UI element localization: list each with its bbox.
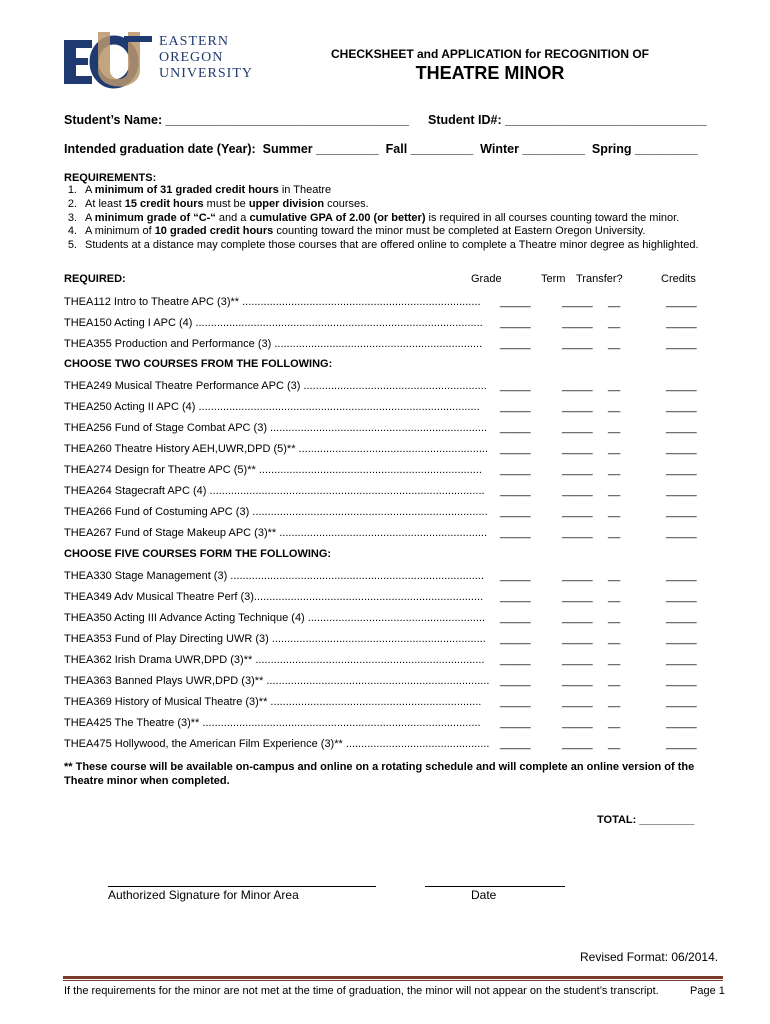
course-row (64, 422, 704, 436)
term-blank[interactable]: _____ (562, 485, 593, 497)
requirement-item (64, 198, 734, 212)
course-row (64, 738, 704, 752)
credits-column-header: Credits (661, 273, 696, 285)
course-name: THEA150 Acting I APC (4) .............................................................................................. (64, 317, 483, 329)
requirements-heading: REQUIREMENTS: (64, 172, 157, 184)
transfer-blank[interactable]: __ (608, 717, 621, 729)
transfer-blank[interactable]: __ (608, 317, 621, 329)
credits-blank[interactable]: _____ (666, 675, 697, 687)
credits-blank[interactable]: _____ (666, 591, 697, 603)
grade-blank[interactable]: _____ (500, 654, 531, 666)
requirements-list (64, 184, 734, 253)
logo-wordmark (159, 34, 253, 82)
course-name: THEA260 Theatre History AEH,UWR,DPD (5)** .............................................................. (64, 443, 489, 455)
transfer-blank[interactable]: __ (608, 401, 621, 413)
term-blank[interactable]: _____ (562, 317, 593, 329)
transfer-blank[interactable]: __ (608, 443, 621, 455)
course-row (64, 464, 704, 478)
date-label: Date (471, 888, 497, 902)
term-blank[interactable]: _____ (562, 654, 593, 666)
transfer-blank[interactable]: __ (608, 527, 621, 539)
course-name: THEA249 Musical Theatre Performance APC (3) ............................................................ (64, 380, 487, 392)
requirement-text: A minimum of 10 graded credit hours counting toward the minor must be completed at Eastern Oregon University. (85, 225, 646, 238)
course-row (64, 506, 704, 520)
transfer-blank[interactable]: __ (608, 485, 621, 497)
course-row (64, 338, 704, 352)
term-blank[interactable]: _____ (562, 612, 593, 624)
footer-rule (63, 976, 723, 979)
term-blank[interactable]: _____ (562, 422, 593, 434)
course-row (64, 527, 704, 541)
term-blank[interactable]: _____ (562, 591, 593, 603)
requirement-number: 3. (67, 211, 77, 224)
signature-line[interactable] (108, 886, 376, 887)
course-name: THEA112 Intro to Theatre APC (3)** .............................................................................. (64, 296, 481, 308)
grade-blank[interactable]: _____ (500, 675, 531, 687)
course-name: THEA355 Production and Performance (3) .................................................................... (64, 338, 483, 350)
requirement-number: 2. (67, 197, 77, 210)
course-name: THEA425 The Theatre (3)** ........................................................................................... (64, 717, 481, 729)
credits-blank[interactable]: _____ (666, 527, 697, 539)
term-blank[interactable]: _____ (562, 464, 593, 476)
logo-line-2: OREGON (159, 50, 224, 65)
student-id-field[interactable]: Student ID#: _____________________________ (428, 113, 707, 127)
transfer-blank[interactable]: __ (608, 464, 621, 476)
required-heading: REQUIRED: (64, 273, 126, 285)
credits-blank[interactable]: _____ (666, 717, 697, 729)
grade-blank[interactable]: _____ (500, 296, 531, 308)
grade-blank[interactable]: _____ (500, 401, 531, 413)
grade-blank[interactable]: _____ (500, 464, 531, 476)
credits-blank[interactable]: _____ (666, 443, 697, 455)
course-name: THEA264 Stagecraft APC (4) .......................................................................................... (64, 485, 485, 497)
course-name: THEA267 Fund of Stage Makeup APC (3)** .................................................................... (64, 527, 488, 539)
transfer-blank[interactable]: __ (608, 633, 621, 645)
course-row (64, 696, 704, 710)
transfer-blank[interactable]: __ (608, 612, 621, 624)
term-blank[interactable]: _____ (562, 380, 593, 392)
credits-blank[interactable]: _____ (666, 380, 697, 392)
credits-blank[interactable]: _____ (666, 570, 697, 582)
total-field[interactable]: TOTAL: _________ (597, 814, 695, 826)
course-row (64, 317, 704, 331)
credits-blank[interactable]: _____ (666, 506, 697, 518)
grade-blank[interactable]: _____ (500, 570, 531, 582)
term-blank[interactable]: _____ (562, 738, 593, 750)
term-blank[interactable]: _____ (562, 443, 593, 455)
availability-note: ** These course will be available on-campus and online on a rotating schedule and will complete an online version of the Theatre minor when completed. (64, 761, 695, 787)
credits-blank[interactable]: _____ (666, 317, 697, 329)
date-line[interactable] (425, 886, 565, 887)
course-name: THEA349 Adv Musical Theatre Perf (3)........................................................................... (64, 591, 484, 603)
transfer-blank[interactable]: __ (608, 696, 621, 708)
term-blank[interactable]: _____ (562, 696, 593, 708)
course-row (64, 485, 704, 499)
course-row (64, 401, 704, 415)
credits-blank[interactable]: _____ (666, 338, 697, 350)
course-name: THEA250 Acting II APC (4) ............................................................................................ (64, 401, 480, 413)
credits-blank[interactable]: _____ (666, 464, 697, 476)
grade-blank[interactable]: _____ (500, 338, 531, 350)
credits-blank[interactable]: _____ (666, 296, 697, 308)
transfer-blank[interactable]: __ (608, 380, 621, 392)
term-blank[interactable]: _____ (562, 717, 593, 729)
term-column-header: Term (541, 273, 566, 285)
requirement-number: 5. (67, 239, 77, 252)
course-name: THEA330 Stage Management (3) ................................................................................... (64, 570, 484, 582)
credits-blank[interactable]: _____ (666, 401, 697, 413)
page-number: Page 1 (690, 985, 725, 997)
credits-blank[interactable]: _____ (666, 612, 697, 624)
term-blank[interactable]: _____ (562, 296, 593, 308)
course-row (64, 591, 704, 605)
course-name: THEA363 Banned Plays UWR,DPD (3)** ......................................................................... (64, 675, 490, 687)
grade-column-header: Grade (471, 273, 502, 285)
eou-logo-mark-icon (62, 30, 154, 92)
requirement-number: 4. (67, 225, 77, 238)
grade-blank[interactable]: _____ (500, 380, 531, 392)
transfer-column-header: Transfer? (576, 273, 623, 285)
grade-blank[interactable]: _____ (500, 633, 531, 645)
transfer-blank[interactable]: __ (608, 506, 621, 518)
course-name: THEA353 Fund of Play Directing UWR (3) ...................................................................... (64, 633, 486, 645)
signature-label: Authorized Signature for Minor Area (108, 888, 299, 902)
course-row (64, 296, 704, 310)
grade-blank[interactable]: _____ (500, 738, 531, 750)
transfer-blank[interactable]: __ (608, 654, 621, 666)
course-row (64, 612, 704, 626)
logo-line-1: EASTERN (159, 34, 229, 49)
requirement-item (64, 239, 734, 253)
requirement-number: 1. (67, 184, 77, 196)
credits-blank[interactable]: _____ (666, 422, 697, 434)
grade-blank[interactable]: _____ (500, 485, 531, 497)
section-heading-choose-two: CHOOSE TWO COURSES FROM THE FOLLOWING: (64, 358, 333, 370)
requirement-item (64, 225, 734, 239)
course-name: THEA369 History of Musical Theatre (3)** ..................................................................... (64, 696, 482, 708)
credits-blank[interactable]: _____ (666, 654, 697, 666)
logo-line-3: UNIVERSITY (159, 66, 253, 81)
term-blank[interactable]: _____ (562, 527, 593, 539)
credits-blank[interactable]: _____ (666, 485, 697, 497)
form-subtitle: CHECKSHEET and APPLICATION for RECOGNITION OF (330, 47, 649, 61)
course-row (64, 380, 704, 394)
requirement-item (64, 212, 734, 226)
course-row (64, 654, 704, 668)
term-blank[interactable]: _____ (562, 401, 593, 413)
grade-blank[interactable]: _____ (500, 717, 531, 729)
course-row (64, 443, 704, 457)
footer-text: If the requirements for the minor are not met at the time of graduation, the minor will not appear on the student’s transcript. (64, 985, 659, 997)
course-name: THEA266 Fund of Costuming APC (3) ............................................................................. (64, 506, 488, 518)
grade-blank[interactable]: _____ (500, 696, 531, 708)
grade-blank[interactable]: _____ (500, 612, 531, 624)
section-heading-choose-five: CHOOSE FIVE COURSES FORM THE FOLLOWING: (64, 548, 332, 560)
course-row (64, 717, 704, 731)
credits-blank[interactable]: _____ (666, 633, 697, 645)
grade-blank[interactable]: _____ (500, 527, 531, 539)
term-blank[interactable]: _____ (562, 675, 593, 687)
university-logo (62, 30, 253, 92)
grade-blank[interactable]: _____ (500, 422, 531, 434)
credits-blank[interactable]: _____ (666, 738, 697, 750)
requirement-text: A minimum of 31 graded credit hours in Theatre (85, 184, 332, 196)
grade-blank[interactable]: _____ (500, 443, 531, 455)
grade-blank[interactable]: _____ (500, 506, 531, 518)
requirement-text: A minimum grade of “C-“ and a cumulative GPA of 2.00 (or better) is required in all courses counting toward the minor. (85, 211, 680, 224)
requirement-text: Students at a distance may complete those courses that are offered online to complete a Theatre minor degree as highlighted. (85, 239, 699, 252)
term-blank[interactable]: _____ (562, 633, 593, 645)
credits-blank[interactable]: _____ (666, 696, 697, 708)
transfer-blank[interactable]: __ (608, 296, 621, 308)
transfer-blank[interactable]: __ (608, 570, 621, 582)
term-blank[interactable]: _____ (562, 506, 593, 518)
course-row (64, 675, 704, 689)
revised-format: Revised Format: 06/2014. (580, 950, 719, 964)
course-name: THEA274 Design for Theatre APC (5)** ......................................................................... (64, 464, 482, 476)
student-name-field[interactable]: Student’s Name: ___________________________________ (64, 113, 409, 127)
form-title: THEATRE MINOR (415, 63, 565, 83)
graduation-date-field[interactable]: Intended graduation date (Year): Summer _________ Fall _________ Winter _________ Spring _________ (64, 142, 698, 156)
term-blank[interactable]: _____ (562, 338, 593, 350)
grade-blank[interactable]: _____ (500, 591, 531, 603)
course-row (64, 570, 704, 584)
requirement-item (64, 184, 734, 198)
transfer-blank[interactable]: __ (608, 338, 621, 350)
course-name: THEA475 Hollywood, the American Film Experience (3)** ............................................... (64, 738, 490, 750)
course-name: THEA362 Irish Drama UWR,DPD (3)** ........................................................................... (64, 654, 485, 666)
requirement-text: At least 15 credit hours must be upper division courses. (85, 197, 369, 210)
course-name: THEA350 Acting III Advance Acting Technique (4) .......................................................... (64, 612, 486, 624)
course-row (64, 633, 704, 647)
course-name: THEA256 Fund of Stage Combat APC (3) ....................................................................... (64, 422, 488, 434)
transfer-blank[interactable]: __ (608, 738, 621, 750)
term-blank[interactable]: _____ (562, 570, 593, 582)
grade-blank[interactable]: _____ (500, 317, 531, 329)
footer-rule-thin (63, 980, 723, 981)
transfer-blank[interactable]: __ (608, 591, 621, 603)
transfer-blank[interactable]: __ (608, 422, 621, 434)
transfer-blank[interactable]: __ (608, 675, 621, 687)
